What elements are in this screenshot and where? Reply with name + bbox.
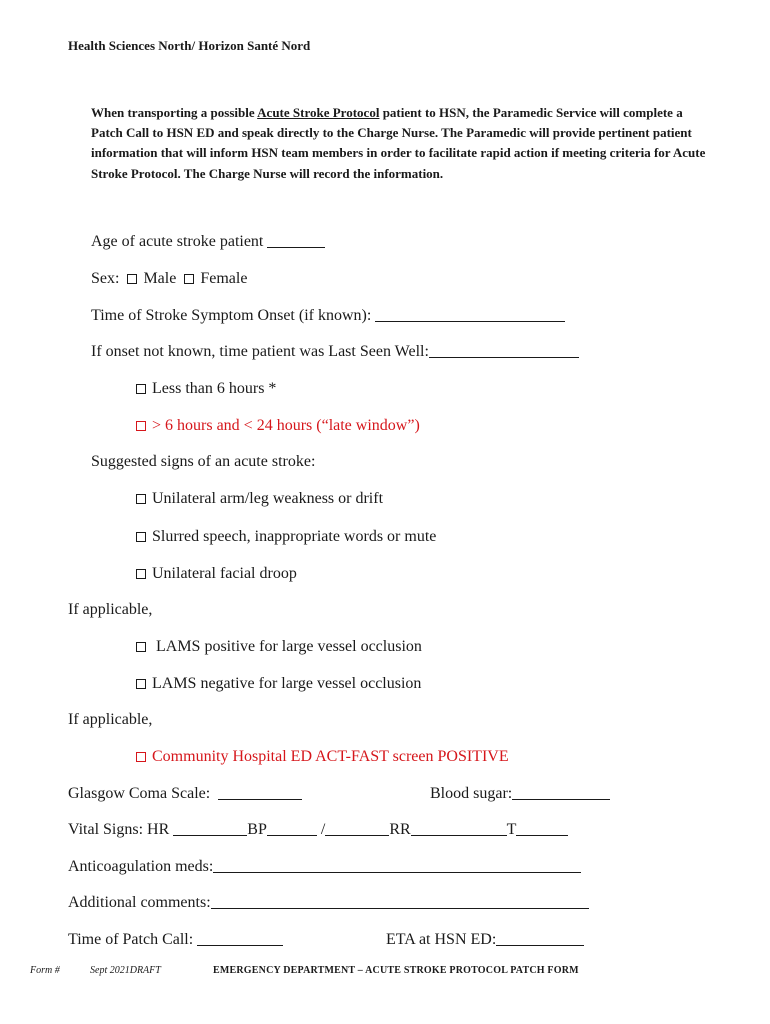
patch-time-label: Time of Patch Call: xyxy=(68,931,194,948)
sign-facial-droop-option xyxy=(136,565,297,583)
comments-field[interactable] xyxy=(211,894,589,909)
female-checkbox[interactable] xyxy=(184,274,194,284)
vitals-row xyxy=(68,821,568,839)
late-window-label: > 6 hours and < 24 hours (“late window”) xyxy=(152,417,420,434)
male-checkbox[interactable] xyxy=(127,274,137,284)
onset-label: Time of Stroke Symptom Onset (if known): xyxy=(91,307,372,324)
if-applicable-label-1: If applicable, xyxy=(68,601,153,618)
lams-negative-checkbox[interactable] xyxy=(136,679,146,689)
lams-positive-checkbox[interactable] xyxy=(136,642,146,652)
act-fast-option xyxy=(136,748,509,766)
eta-field[interactable] xyxy=(496,931,584,946)
sign-speech-label: Slurred speech, inappropriate words or mute xyxy=(152,528,437,545)
intro-text-after: patient to HSN, the Paramedic Service will complete a Patch Call to HSN ED and speak directly to the Charge Nurse. The Paramedic will provide pertinent patient information that will inform HSN team members in order to facilitate rapid action if meeting criteria for Acute Stroke Protocol. The Charge Nurse will record the information. xyxy=(91,105,706,181)
eta-label: ETA at HSN ED: xyxy=(386,931,497,948)
comments-label: Additional comments: xyxy=(68,894,211,911)
anticoag-field[interactable] xyxy=(213,858,581,873)
organization-header: Health Sciences North/ Horizon Santé Nord xyxy=(68,38,311,53)
gcs-row xyxy=(68,785,302,803)
lams-negative-label: LAMS negative for large vessel occlusion xyxy=(152,675,422,692)
onset-row xyxy=(91,307,565,325)
age-field[interactable] xyxy=(267,233,325,248)
blood-sugar-field[interactable] xyxy=(512,785,610,800)
sign-weakness-option xyxy=(136,490,383,508)
bp-label: BP xyxy=(247,821,267,838)
footer-date: Sept 2021DRAFT xyxy=(90,965,161,976)
less-6-hours-option xyxy=(136,380,276,398)
bp-slash: / xyxy=(320,821,326,838)
anticoag-row xyxy=(68,858,581,876)
sign-weakness-checkbox[interactable] xyxy=(136,494,146,504)
gcs-field[interactable] xyxy=(218,785,302,800)
vitals-label: Vital Signs: HR xyxy=(68,821,170,838)
sign-facial-droop-checkbox[interactable] xyxy=(136,569,146,579)
less-6-hours-label: Less than 6 hours * xyxy=(152,380,277,397)
age-label: Age of acute stroke patient xyxy=(91,233,264,250)
sign-speech-checkbox[interactable] xyxy=(136,532,146,542)
patch-time-field[interactable] xyxy=(197,931,283,946)
last-seen-label: If onset not known, time patient was Last Seen Well: xyxy=(91,343,429,360)
patch-time-row xyxy=(68,931,283,949)
hr-field[interactable] xyxy=(173,821,247,836)
bp-systolic-field[interactable] xyxy=(267,821,317,836)
male-label: Male xyxy=(143,270,177,287)
t-label: T xyxy=(506,821,517,838)
footer-form-number: Form # xyxy=(30,965,60,976)
blood-sugar-label: Blood sugar: xyxy=(430,785,513,802)
sex-row xyxy=(91,270,247,288)
late-window-option xyxy=(136,417,420,435)
age-row xyxy=(91,233,325,251)
lams-positive-option xyxy=(136,638,422,656)
act-fast-checkbox[interactable] xyxy=(136,752,146,762)
late-window-checkbox[interactable] xyxy=(136,421,146,431)
eta-row xyxy=(386,931,584,949)
lams-negative-option xyxy=(136,675,421,693)
sex-label: Sex: xyxy=(91,270,120,287)
sign-weakness-label: Unilateral arm/leg weakness or drift xyxy=(152,490,384,507)
anticoag-label: Anticoagulation meds: xyxy=(68,858,214,875)
intro-paragraph xyxy=(91,103,711,184)
sign-speech-option xyxy=(136,528,436,546)
blood-sugar-row xyxy=(430,785,610,803)
if-applicable-label-2: If applicable, xyxy=(68,711,153,728)
comments-row xyxy=(68,894,589,912)
temperature-field[interactable] xyxy=(516,821,568,836)
bp-diastolic-field[interactable] xyxy=(325,821,389,836)
lams-positive-label: LAMS positive for large vessel occlusion xyxy=(156,638,422,655)
act-fast-label: Community Hospital ED ACT-FAST screen POSITIVE xyxy=(152,748,509,765)
signs-label: Suggested signs of an acute stroke: xyxy=(91,453,316,470)
sign-facial-droop-label: Unilateral facial droop xyxy=(152,565,297,582)
intro-text-before: When transporting a possible xyxy=(91,105,258,120)
last-seen-row xyxy=(91,343,579,361)
intro-underlined-term: Acute Stroke Protocol xyxy=(257,105,380,120)
gcs-label: Glasgow Coma Scale: xyxy=(68,785,211,802)
footer-title: EMERGENCY DEPARTMENT – ACUTE STROKE PROTOCOL PATCH FORM xyxy=(213,965,579,976)
less-6-hours-checkbox[interactable] xyxy=(136,384,146,394)
rr-field[interactable] xyxy=(411,821,507,836)
last-seen-field[interactable] xyxy=(429,343,579,358)
rr-label: RR xyxy=(389,821,411,838)
onset-field[interactable] xyxy=(375,307,565,322)
female-label: Female xyxy=(200,270,248,287)
